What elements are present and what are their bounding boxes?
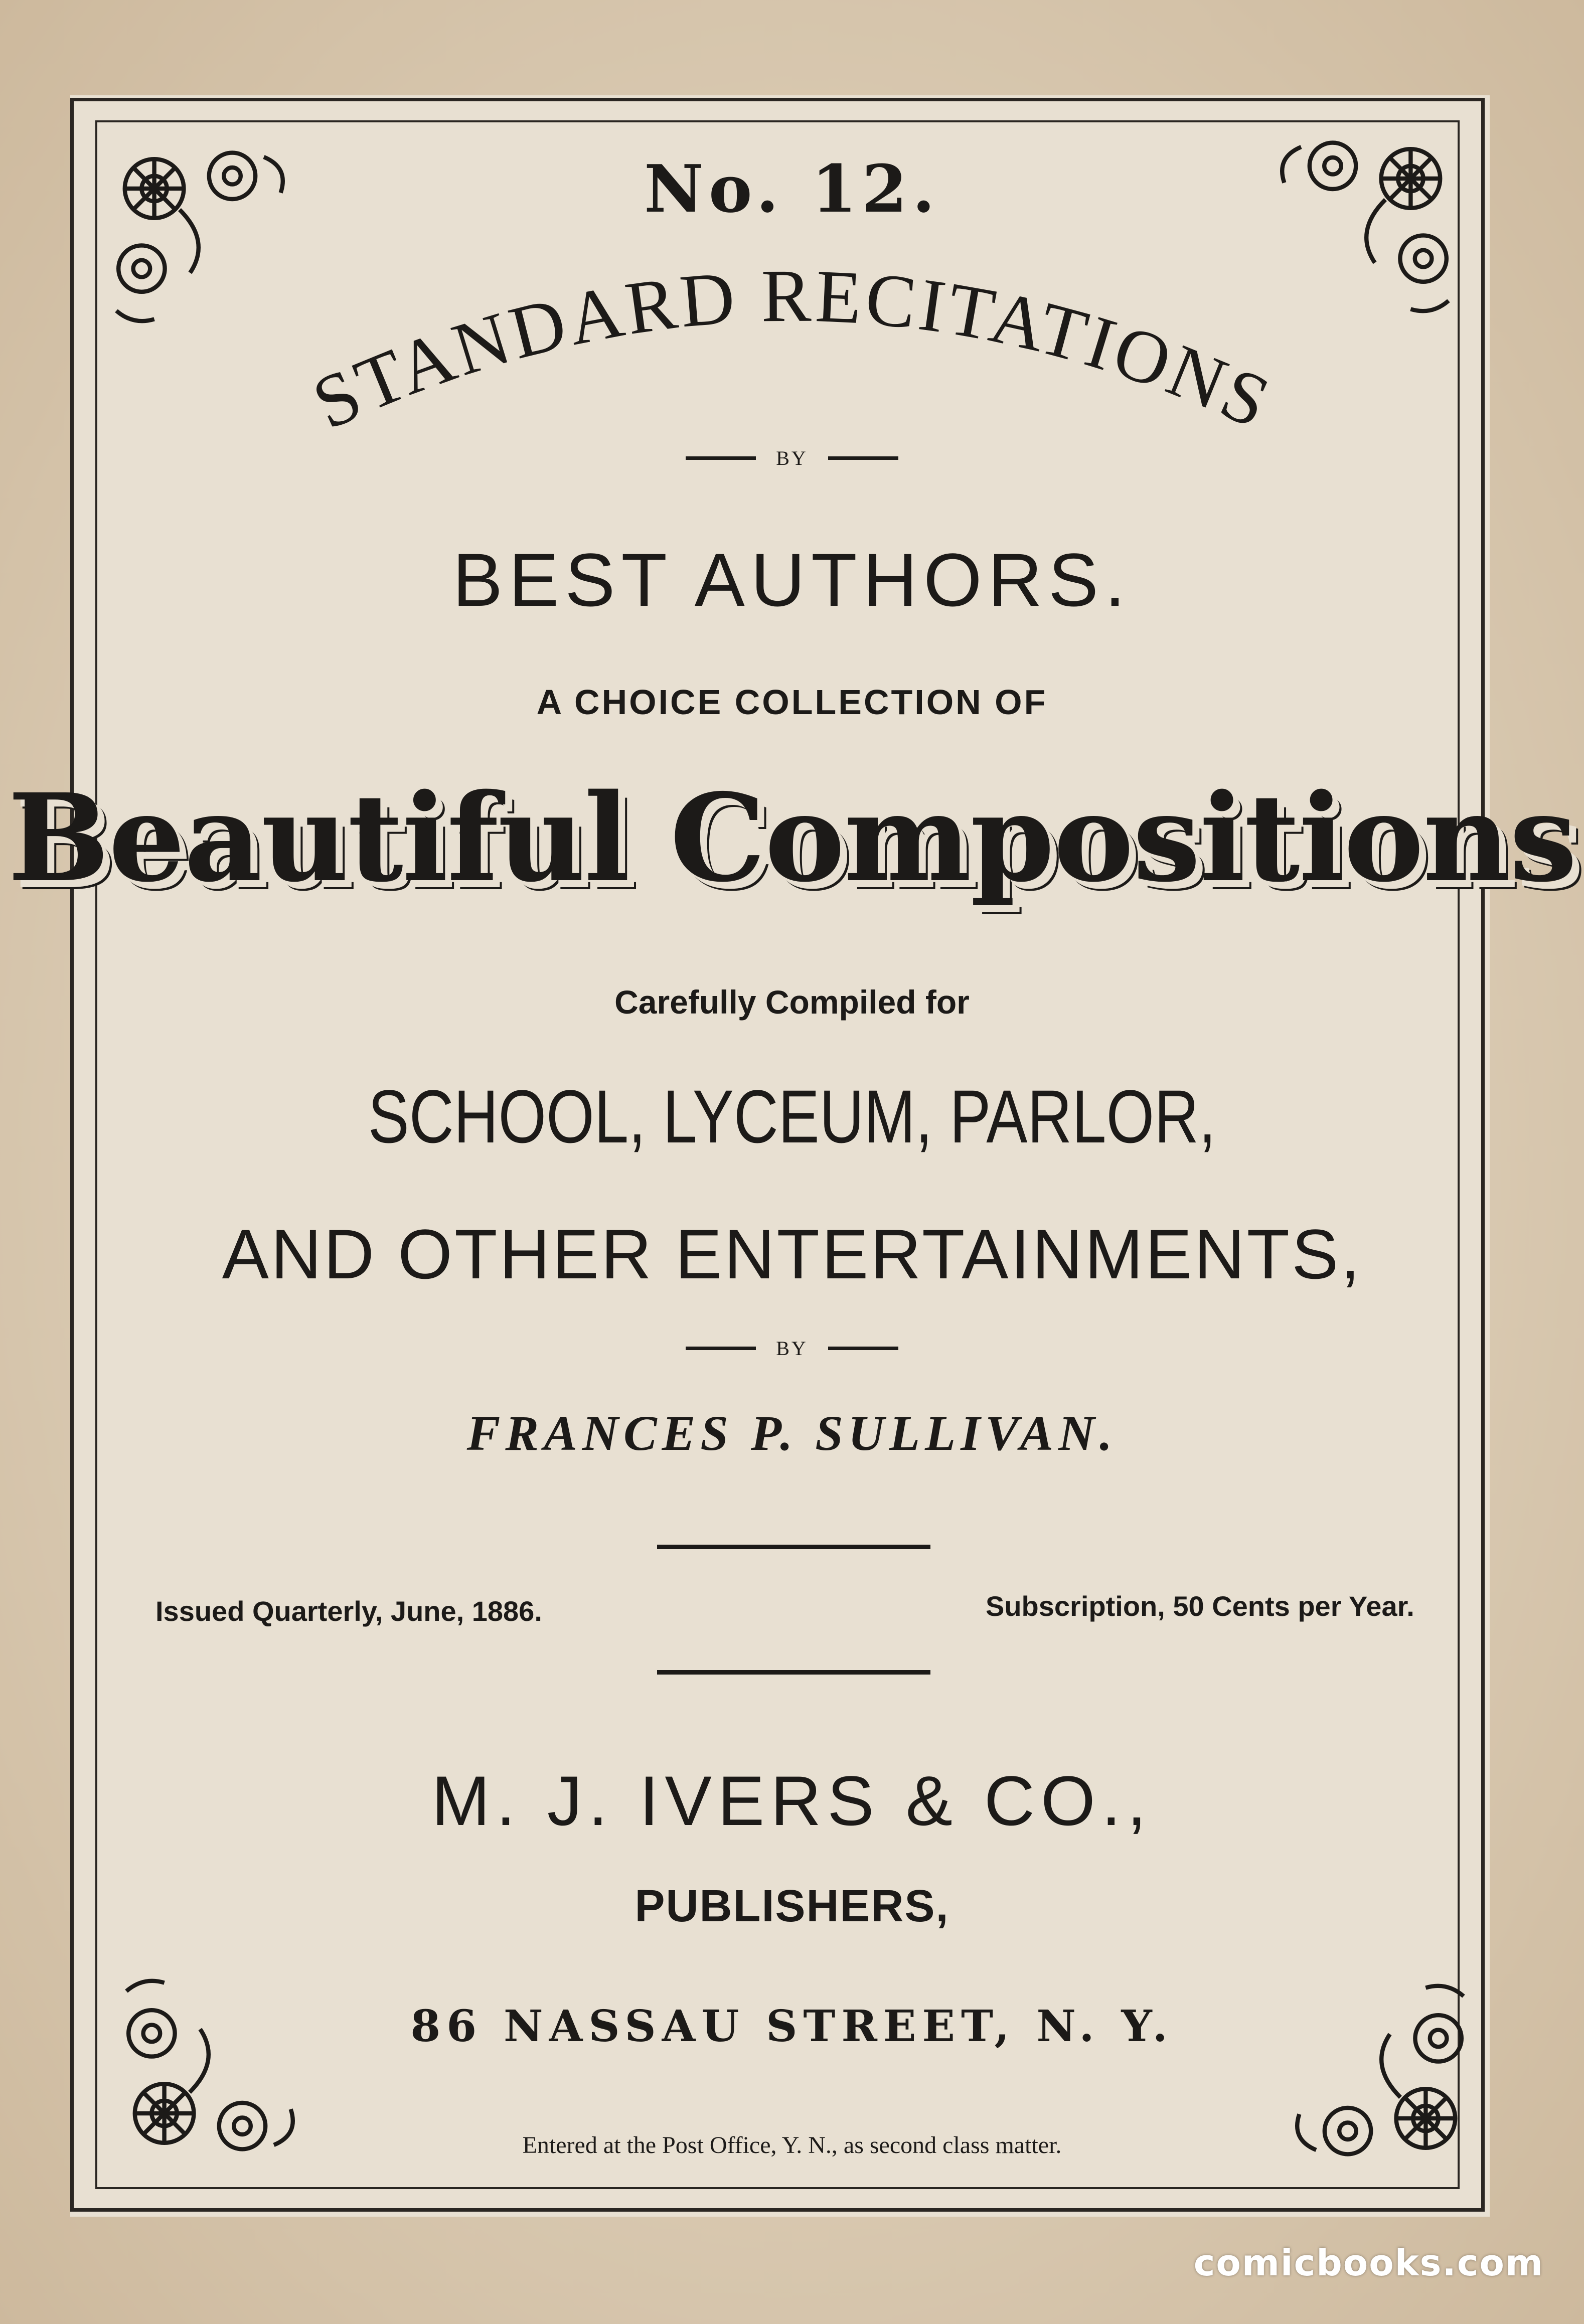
choice-collection-text: A CHOICE COLLECTION OF <box>536 683 1048 722</box>
issue-number: No. 12. <box>644 150 940 227</box>
by-label: BY <box>776 1337 808 1360</box>
publisher-address: 86 NASSAU STREET, N. Y. <box>410 2001 1174 2052</box>
subscription-text: Subscription, 50 Cents per Year. <box>986 1590 1414 1622</box>
entered-notice: Entered at the Post Office, Y. N., as second class matter. <box>522 2132 1062 2159</box>
author-name: FRANCES P. SULLIVAN. <box>466 1405 1118 1461</box>
horizontal-rule <box>657 1545 930 1549</box>
svg-text:STANDARD RECITATIONS <box>301 254 1284 445</box>
series-title: STANDARD RECITATIONS <box>300 254 1285 446</box>
issued-text: Issued Quarterly, June, 1886. <box>155 1595 542 1627</box>
best-authors-heading: BEST AUTHORS. <box>452 538 1132 622</box>
divider-rule <box>686 456 756 460</box>
divider-rule <box>686 1347 756 1350</box>
publisher-name: M. J. IVERS & CO., <box>431 1761 1153 1840</box>
by-divider-top <box>0 446 1584 470</box>
by-label: BY <box>776 447 808 469</box>
horizontal-rule <box>657 1670 930 1675</box>
compiled-for-text: Carefully Compiled for <box>614 983 970 1021</box>
venues-line-2: AND OTHER ENTERTAINMENTS, <box>222 1215 1362 1293</box>
divider-rule <box>828 1347 898 1350</box>
main-title: Beautiful Compositions <box>8 767 1576 909</box>
divider-rule <box>828 456 898 460</box>
watermark: comicbooks.com <box>1193 2242 1544 2284</box>
by-divider-bottom <box>0 1337 1584 1360</box>
publishers-label: PUBLISHERS, <box>635 1881 949 1931</box>
venues-line-1: SCHOOL, LYCEUM, PARLOR, <box>368 1074 1216 1158</box>
